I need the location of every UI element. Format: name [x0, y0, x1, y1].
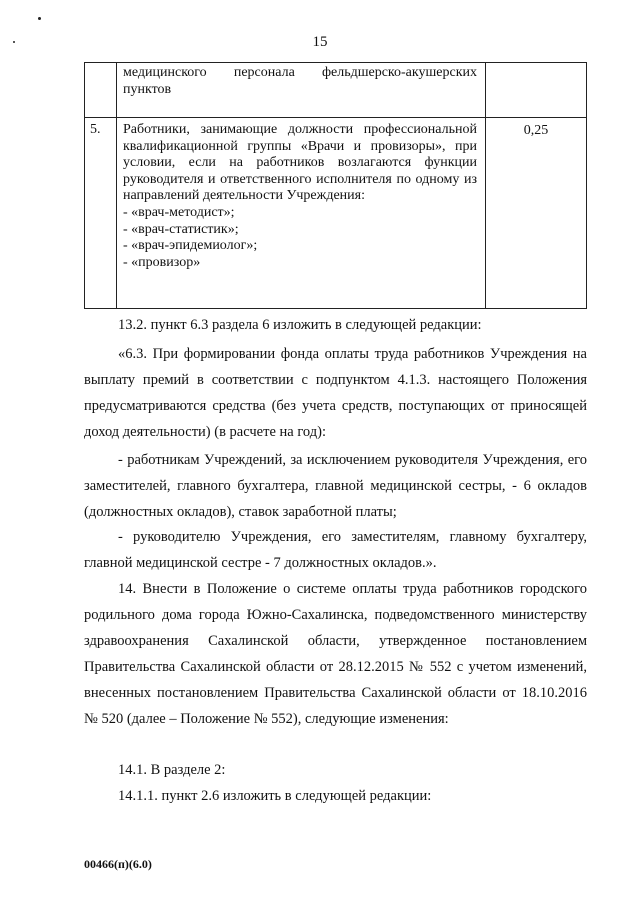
position-cell: медицинского персонала фельдшерско-акушерских пунктов [117, 63, 486, 118]
list-item: - «врач-методист»; [123, 204, 235, 220]
paragraph-13-2: 13.2. пункт 6.3 раздела 6 изложить в следующей редакции: [118, 317, 482, 333]
table-row [85, 118, 587, 309]
coefficient-cell: 0,25 [486, 118, 587, 309]
position-cell [117, 118, 486, 309]
paragraph-6-3: «6.3. При формировании фонда оплаты труда работников Учреждения на выплату премий в соответствии с подпунктом 4.1.3. настоящего Положения предусматриваются средства (без учета средств, поступающих от приносящей доход деятельности) (в расчете на год): [84, 346, 587, 440]
paragraph-14: 14. Внести в Положение о системе оплаты труда работников городского родильного дома города Южно-Сахалинска, подведомственного министерству здравоохранения Сахалинской области, утвержденное постановлением Правительства Сахалинской области от 28.12.2015 № 552 с учетом изменений, внесенных постановлением Правительства Сахалинской области от 18.10.2016 № 520 (далее – Положение № 552), следующие изменения: [84, 581, 587, 727]
paragraph-bonus-staff: - работникам Учреждений, за исключением руководителя Учреждения, его заместителей, главного бухгалтера, главной медицинской сестры, - 6 окладов (должностных окладов), ставок заработной платы; [84, 452, 587, 520]
table-row [85, 63, 587, 118]
list-item: - «провизор» [123, 254, 201, 270]
page-number: 15 [312, 34, 328, 50]
paragraph-bonus-management: - руководителю Учреждения, его заместителям, главному бухгалтеру, главной медицинской сестре - 7 должностных окладов.». [84, 529, 587, 571]
paragraph-14-1: 14.1. В разделе 2: [118, 762, 226, 778]
scan-speck [38, 17, 41, 20]
row-number-cell: 5. [85, 118, 117, 309]
paragraph-14-1-1: 14.1.1. пункт 2.6 изложить в следующей редакции: [118, 788, 432, 804]
row-number-cell [85, 63, 117, 118]
list-item: - «врач-статистик»; [123, 221, 239, 237]
document-code: 00466(п)(6.0) [84, 857, 152, 871]
position-description: Работники, занимающие должности профессиональной квалификационной группы «Врачи и провизоры», при условии, если на работников возлагаются функции руководителя и ответственного исполнителя по одному из направлений деятельности Учреждения: [123, 122, 477, 204]
coefficient-table [84, 62, 587, 309]
list-item: - «врач-эпидемиолог»; [123, 238, 258, 254]
coefficient-cell [486, 63, 587, 118]
